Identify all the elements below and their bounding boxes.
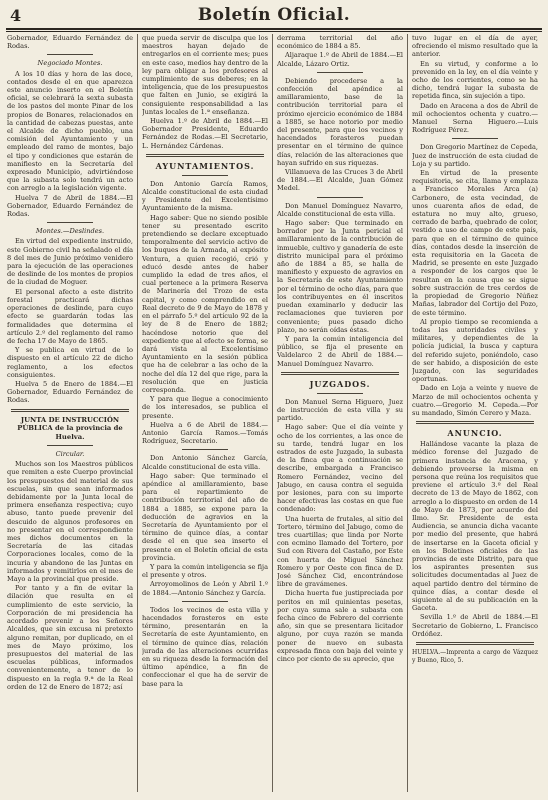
paragraph: Y para que llegue a conocimiento de los interesados, se publica el presente. <box>142 395 268 420</box>
paragraph: Don Manuel Domínguez Navarro, Alcalde constitucional de esta villa. <box>277 201 403 218</box>
separator <box>11 409 129 412</box>
header-rule <box>6 28 542 32</box>
separator <box>182 449 228 450</box>
paragraph: Y se publica en virtud de lo dispuesto en el artículo 22 de dicho reglamento, a los efectos consiguientes. <box>7 346 133 379</box>
paragraph: Hago saber: Que terminado en borrador por la Junta pericial el amillaramiento de la contribución de inmueble, cultivo y ganadería de este distrito municipal para el próximo año de 1884 a 85, se halla de manifiesto y expuesto de agravios en la Secretaría de este Ayuntamiento por el término de ocho días, para que los contribuyentes en él inscritos puedan examinarlo y deducir las reclamaciones que tuvieren por conveniente; pues pasado dicho plazo, no serán oídas éstas. <box>277 219 403 334</box>
printer-imprint: HUELVA.—Imprenta a cargo de Vázquez y Bueno, Rico, 5. <box>412 649 538 664</box>
paragraph: tuvo lugar en el día de ayer, ofreciendo el mismo resultado que la anterior. <box>412 34 538 59</box>
paragraph: A los 10 días y hora de las doce, contados desde el en que aparezca este anuncio inserto en el Boletín oficial, se celebrará la sexta subasta de los pastos del monte Pinar de los propios de Bonares, relacionados en la cantidad de cabezas puestas, ante el Alcalde de dicho pueblo, una comisión del Ayuntamiento y un empleado del ramo de montes, bajo el tipo y condiciones que estarán de manifiesto en la Secretaría del expresado Municipio, advirtiéndose que la subasta solo tendrá un acto con arreglo a la legislación vigente. <box>7 69 133 193</box>
paragraph: En su virtud, y conforme a lo prevenido en la ley, en el día veinte y ocho de los corrientes, como se ha dicho, tendrá lugar la subasta de repetida finca, sin sujeción a tipo. <box>412 59 538 101</box>
signature: Sevilla 1.º de Abril de 1884.—El Secretario de Gobierno, L. Francisco Ordóñez. <box>412 613 538 638</box>
paragraph: Y para la común inteligencia del público, se fija el presente en Valdelarco 2 de Abril de 1884.—Manuel Domínguez Navarro. <box>277 334 403 368</box>
column-3 <box>277 34 403 792</box>
paragraph: Todos los vecinos de esta villa y hacendados forasteros en este término, presentarán en la Secretaría de este Ayuntamiento, en el término de quince días, relación jurada de las alteraciones ocurridas en su riqueza desde la formación del último apéndice, a fin de confeccionar el que ha de servir de base para la <box>142 605 268 688</box>
paragraph: Por tanto y a fin de evitar la dilación que resulta en el cumplimiento de este servicio, la Corporación de mi presidencia ha acordado prevenir a los Señores Alcaldes, que sin excusa ni pretexto alguno remitan, por duplicado, en el mes de Mayo próximo, los presupuestos del material de las escuelas públicas, informados convenientemente, a tenor de lo dispuesto en la regla 9.ª de la Real orden de 12 de Enero de 1872; así <box>7 584 133 691</box>
separator <box>182 601 228 602</box>
separator <box>47 222 93 223</box>
signature: Huelva 5 de Enero de 1884.—El Gobernador, Eduardo Fernández de Rodas. <box>7 379 133 405</box>
column-2 <box>142 34 268 792</box>
separator <box>416 421 534 424</box>
paragraph: Don Antonio García Ramos, Alcalde constitucional de esta ciudad y Presidente del Excelentísimo Ayuntamiento de la misma. <box>142 179 268 213</box>
separator <box>317 72 363 73</box>
separator <box>416 642 534 645</box>
section-heading: JUNTA DE INSTRUCCIÓN PÚBLICA de la provincia de Huelva. <box>17 415 123 441</box>
paragraph: Debiendo procederse a la confección del apéndice al amillaramiento, base de la contribución territorial para el próximo ejercicio económico de 1884 a 1885, se hace notorio por medio del presente, para que los vecinos y hacendados forasteros puedan presentar en el término de quince días, relación de las alteraciones que hayan sufrido en sus riquezas. <box>277 76 403 167</box>
signature: Huelva a 6 de Abril de 1884.—Antonio García Ramos.—Tomás Rodríguez, Secretario. <box>142 420 268 446</box>
separator <box>182 175 228 176</box>
signature: Dado en Aracena a dos de Abril de mil ochocientos ochenta y cuatro.—Manuel Serna Higuero.—Luis Rodríguez Pérez. <box>412 101 538 135</box>
paragraph: Una huerta de frutales, al sitio del Tortero, término del Jabugo, como de tres cuartillas; que linda por Norte con ecmino llamado del Tortero, por Sud con Rivera del Castaño, por Este con huerta de Miguel Sánchez Romero y por Oeste con finca de D. José Sánchez Cid, encontrándose libre de gravámenes. <box>277 514 403 589</box>
paragraph: Al propio tiempo se recomienda a todas las autoridades civiles y militares, y dependientes de la policía judicial, la busca y captura del referido sujeto, poniéndolo, caso de ser habido, a disposición de este Juzgado, con las seguridades oportunas. <box>412 317 538 384</box>
separator <box>47 445 93 446</box>
paragraph: Hallándose vacante la plaza de médico forense del Juzgado de primera instancia de Aracena, y debiendo proveerse la misma en persona que reúna los requisitos que previene el artículo 3.º del Real decreto de 13 de Mayo de 1862, con arreglo a lo dispuesto en orden de 14 de Mayo de 1873, por acuerdo del Ilmo. Sr. Presidente de esta Audiencia, se anuncia dicha vacante por medio del presente, que habrá de insertarse en la Gaceta oficial y en los Boletines oficiales de las provincias de este Distrito, para que los aspirantes presenten sus solicitudes documentadas al Juez de aquel partido dentro del término de quince días, a contar desde el siguiente al de su publicación en la Gaceta. <box>412 440 538 613</box>
column-1 <box>7 34 133 792</box>
paragraph: Y para la común inteligencia se fija el presente y otros. <box>142 562 268 580</box>
section-subheading: Negociado Montes. <box>37 59 103 68</box>
paragraph: En virtud del expediente instruido, este Gobierno civil ha señalado el día 8 del mes de Junio próximo venidero para la ejecución de las operaciones de deslinde de los montes de propios de la ciudad de Moguer. <box>7 237 133 287</box>
signature: Dado en Loja a veinte y nueve de Marzo de mil ochocientos ochenta y cuatro.—Gregorio M. Cepeda.—Por su mandado, Simón Cerero y Maza. <box>412 384 538 417</box>
paragraph: Muchos son los Maestros públicos que remiten a este Cuerpo provincial los presupuestos del material de sus escuelas, sin que sean informados debidamente por la Junta local de primera enseñanza respectiva; cuyo abuso, tanto puede prevenir del descuido de algunos profesores en no presentar en el correspondiente mes dichos documentos en la Secretaría de las citadas Corporaciones locales, como de la incuria y abandono de las Juntas en informados y remitirlos en el mes de Mayo a la provincial que preside. <box>7 460 133 584</box>
paragraph: derrama territorial del año económico de 1884 a 85. <box>277 34 403 51</box>
signature: Huelva 7 de Abril de 1884.—El Gobernador, Eduardo Fernández de Rodas. <box>7 193 133 219</box>
column-divider <box>137 34 138 792</box>
column-divider <box>272 34 273 792</box>
paragraph: Hago saber: Que el día veinte y ocho de los corrientes, a las once de su tarde, tendrá lugar en los estrados de este Juzgado, la subasta de la finca que a continuación se describe, embargada a Francisco Romero Fernández, vecino del Jabugo, en causa contra el seguida por lesiones, para con su importe hacer efectivas las costas en que fue condenado: <box>277 423 403 514</box>
paragraph: Don Antonio Sánchez García, Alcalde constitucional de esta villa. <box>142 454 268 471</box>
paragraph: Hago saber: Que no siendo posible tener su presentado escrito pretendiendo se declare exceptuado temporalmente del servicio activo de los buques de la Armada, al expósito Ventura, a quien recogió, crió y educó desde antes de haber cumplido la edad de tres años, el cual pertenece a la primera Reserva de Marinería del Trozo de esta capital, y como comprendido en el Real decreto de 9 de Mayo de 1878 y en el párrafo 5.º del artículo 92 de la ley de 8 de Enero de 1882; hacéndose notorio que del expediente que al efecto se forma, se dará vista al Excelentísimo Ayuntamiento en la sesión pública que ha de celebrar a las ocho de la noche del día 12 del que rige, para la resolución que en justicia corresponda. <box>142 213 268 394</box>
signature: Gobernador, Eduardo Fernández de Rodas. <box>7 34 133 51</box>
column-4 <box>412 34 538 792</box>
signature: Villanueva de las Cruces 3 de Abril de 1884.—El Alcalde, Juan Gómez Medel. <box>277 168 403 193</box>
section-heading: ANUNCIO. <box>447 428 503 439</box>
separator <box>146 154 264 157</box>
paragraph: que pueda servir de disculpa que los maestros hayan dejado de entregarlos en el corriente mes; pues en este caso, medios hay dentro de la ley para obligar a los profesores al cumplimiento de sus deberes; en la inteligencia, que de los presupuestos que falten en Junio, se exigirá la consiguiente responsabilidad a las Juntas locales de 1.ª enseñanza. <box>142 34 268 116</box>
section-subheading: Circular. <box>55 450 85 459</box>
paragraph: Don Manuel Serna Higuero, Juez de instrucción de esta villa y su partido. <box>277 397 403 423</box>
paragraph: Don Gregorio Martínez de Cepeda, Juez de instrucción de esta ciudad de Loja y su partido. <box>412 143 538 168</box>
section-heading: AYUNTAMIENTOS. <box>155 160 255 171</box>
separator <box>452 138 498 139</box>
paragraph: Hago saber: Que terminado el apéndice al amillaramiento, base para el repartimiento de contribución territorial del año de 1884 a 1885, se expone para la deducción de agravios en la Secretaría de Ayuntamiento por el término de quince días, a contar desde el en que sea inserto el presente en el Boletín oficial de esta provincia. <box>142 471 268 562</box>
separator <box>47 54 93 55</box>
separator <box>317 197 363 198</box>
signature: Arroyomolinos de León y Abril 1.º de 1884.—Antonio Sánchez y García. <box>142 580 268 597</box>
page-number: 4 <box>10 6 22 25</box>
paragraph: En virtud de la presente requisitoria, se cita, llama y emplaza a Francisco Morales Arca (a) Carbonero, de esta vecindad, de unos cuarenta años de edad, de estatura no muy alto, grueso, cerrado de barba, quebrado de color, vestido a uso de campo de este país, para que en el término de quince días, contados desde la inserción de esta requisitoria en la Gaceta de Madrid, se presente en este Juzgado a responder de los cargos que le resultan en la causa que se sigue sobre sustracción de tres cerdos de la propiedad de Gregorio Núñez Mañas, labrador del Cortijo del Pozo, de este término. <box>412 169 538 317</box>
signature: Huelva 1.º de Abril de 1884.—El Gobernador Presidente, Eduardo Fernández de Rodas.—El Secretario, L. Hernández Cárdenas. <box>142 117 268 150</box>
separator <box>281 372 399 375</box>
signature: Aljaraque 1.º de Abril de 1884.—El Alcalde, Lázaro Ortiz. <box>277 51 403 68</box>
section-heading: JUZGADOS. <box>309 378 371 389</box>
publication-title: Boletín Oficial. <box>197 5 351 25</box>
page-header <box>0 0 548 30</box>
section-subheading: Montes.—Deslindes. <box>35 227 105 236</box>
separator <box>317 393 363 394</box>
column-divider <box>407 34 408 792</box>
paragraph: Dicha huerta fue justipreciada por peritos en mil quinientas pesetas, por cuya suma sale a subasta con fecha cinco de Febrero del corriente año, sin que se presentara licitador alguno, por cuya razón se manda poner de nuevo en subasta expresada finca con baja del veinte y cinco por ciento de su aprecio, que <box>277 589 403 664</box>
paragraph: El personal afecto a este distrito forestal practicará dichas operaciones de deslinde, para cuyo efecto se guardarán todas las formalidades que determina el artículo 2.º del reglamento del ramo de fecha 17 de Mayo de 1865. <box>7 287 133 345</box>
